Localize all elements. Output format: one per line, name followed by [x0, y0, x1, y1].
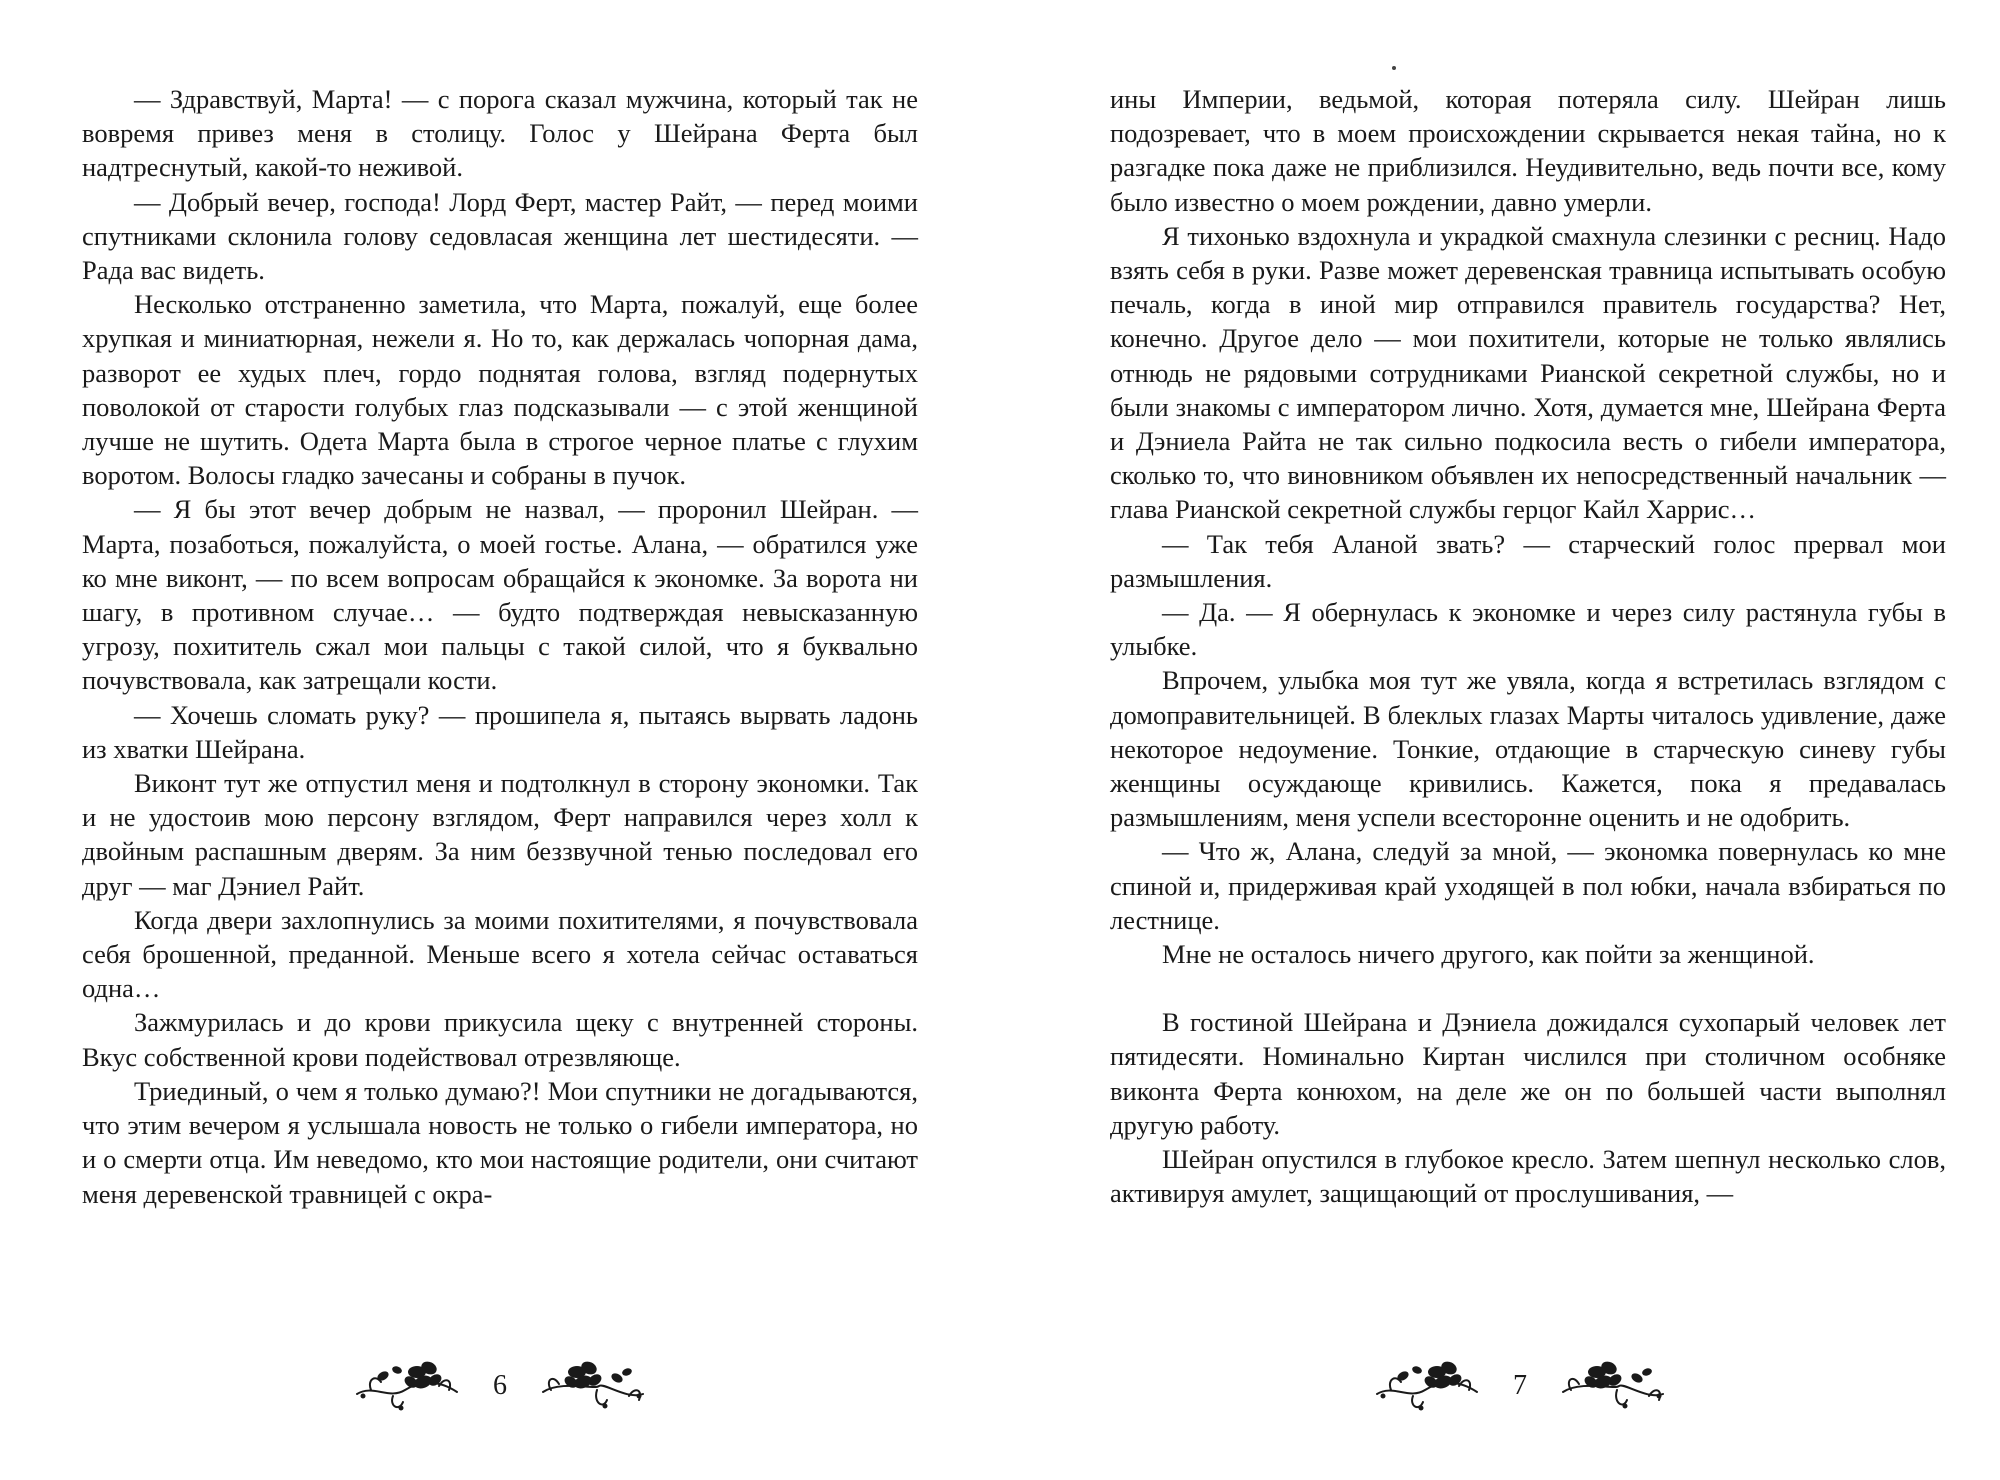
floral-ornament-icon [1557, 1350, 1667, 1422]
paragraph: ины Империи, ведьмой, которая потеряла силу. Шейран лишь подозревает, что в моем происхождении скрывается некая тайна, но к разгадке пока даже не приблизился. Неудивительно, ведь почти все, кому было известно о моем рождении, давно умерли. [1110, 84, 1946, 217]
paragraph: — Я бы этот вечер добрым не назвал, — проронил Шейран. — Марта, позаботься, пожалуйста, о моей гостье. Алана, — обратился уже ко мне виконт, — по всем вопросам обращайся к экономке. За ворота ни шагу, в противном случае… — будто подтверждая невысказанную угрозу, похититель сжал мои пальцы с такой силой, что я буквально почувствовала, как затрещали кости. [82, 494, 918, 696]
right-page [1110, 82, 1946, 1211]
paragraph: — Так тебя Аланой звать? — старческий голос прервал мои размышления. [1110, 528, 1946, 593]
page-number: 7 [1513, 1370, 1527, 1401]
floral-ornament-icon [353, 1350, 463, 1422]
paragraph: — Что ж, Алана, следуй за мной, — экономка повернулась ко мне спиной и, придерживая край уходящей в пол юбки, начала взбираться по лестнице. [1110, 836, 1946, 935]
left-page-folio [320, 1346, 680, 1426]
paragraph: Мне не осталось ничего другого, как пойти за женщиной. [1162, 939, 1815, 970]
paragraph: Я тихонько вздохнула и украдкой смахнула слезинки с ресниц. Надо взять себя в руки. Разве может деревенская травница испытывать особую печаль, когда в иной мир отправился правитель государства? Нет, конечно. Другое дело — мои похитители, которые не только являлись отнюдь не рядовыми сотрудниками Рианской секретной службы, но и были знакомы с императором лично. Хотя, думается мне, Шейрана Ферта и Дэниела Райта не так сильно подкосила весть о гибели императора, сколько то, что виновником объявлен их непосредственный начальник — глава Рианской секретной службы герцог Кайл Харрис… [1110, 220, 1946, 525]
right-page-folio [1340, 1346, 1700, 1426]
left-page [82, 82, 918, 1211]
floral-ornament-icon [537, 1350, 647, 1422]
paragraph: Зажмурилась и до крови прикусила щеку с внутренней стороны. Вкус собственной крови подействовал отрезвляюще. [82, 1007, 918, 1072]
paragraph: Шейран опустился в глубокое кресло. Затем шепнул несколько слов, активируя амулет, защищающий от прослушивания, — [1110, 1144, 1946, 1209]
printing-dot [1392, 66, 1396, 70]
paragraph: — Да. — Я обернулась к экономке и через силу растянула губы в улыбке. [1110, 597, 1946, 662]
floral-ornament-icon [1373, 1350, 1483, 1422]
right-page-text [1110, 82, 1946, 1211]
paragraph: — Хочешь сломать руку? — прошипела я, пытаясь вырвать ладонь из хватки Шейрана. [82, 699, 918, 764]
paragraph: Виконт тут же отпустил меня и подтолкнул в сторону экономки. Так и не удостоив мою персону взглядом, Ферт направился через холл к двойным распашным дверям. За ним беззвучной тенью последовал его друг — маг Дэниел Райт. [82, 768, 918, 901]
left-page-text [82, 82, 918, 1211]
paragraph: Впрочем, улыбка моя тут же увяла, когда я встретилась взглядом с домоправительницей. В блеклых глазах Марты читалось удивление, даже некоторое недоумение. Тонкие, отдающие в старческую синеву губы женщины осуждающе кривились. Кажется, пока я предавалась размышлениям, меня успели всесторонне оценить и не одобрить. [1110, 665, 1946, 833]
page-number: 6 [493, 1370, 507, 1401]
paragraph: — Здравствуй, Марта! — с порога сказал мужчина, который так не вовремя привез меня в столицу. Голос у Шейрана Ферта был надтреснутый, какой-то неживой. [82, 84, 918, 183]
paragraph: В гостиной Шейрана и Дэниела дожидался сухопарый человек лет пятидесяти. Номинально Киртан числился при столичном особняке виконта Ферта конюхом, на деле же он по большей части выполнял другую работу. [1110, 1007, 1946, 1140]
paragraph: Триединый, о чем я только думаю?! Мои спутники не догадываются, что этим вечером я услышала новость не только о гибели императора, но и о смерти отца. Им неведомо, кто мои настоящие родители, они считают меня деревенской травницей с окра- [82, 1075, 918, 1209]
paragraph: Когда двери захлопнулись за моими похитителями, я почувствовала себя брошенной, преданной. Меньше всего я хотела сейчас оставаться одна… [82, 904, 918, 1004]
paragraph: Несколько отстраненно заметила, что Марта, пожалуй, еще более хрупкая и миниатюрная, нежели я. Но то, как держалась чопорная дама, разворот ее худых плеч, гордо поднятая голова, взгляд подернутых поволокой от старости голубых глаз подсказывали — с этой женщиной лучше не шутить. Одета Марта была в строгое черное платье с глухим воротом. Волосы гладко зачесаны и собраны в пучок. [82, 289, 918, 491]
paragraph: — Добрый вечер, господа! Лорд Ферт, мастер Райт, — перед моими спутниками склонила голову седовласая женщина лет шестидесяти. — Рада вас видеть. [82, 186, 918, 286]
